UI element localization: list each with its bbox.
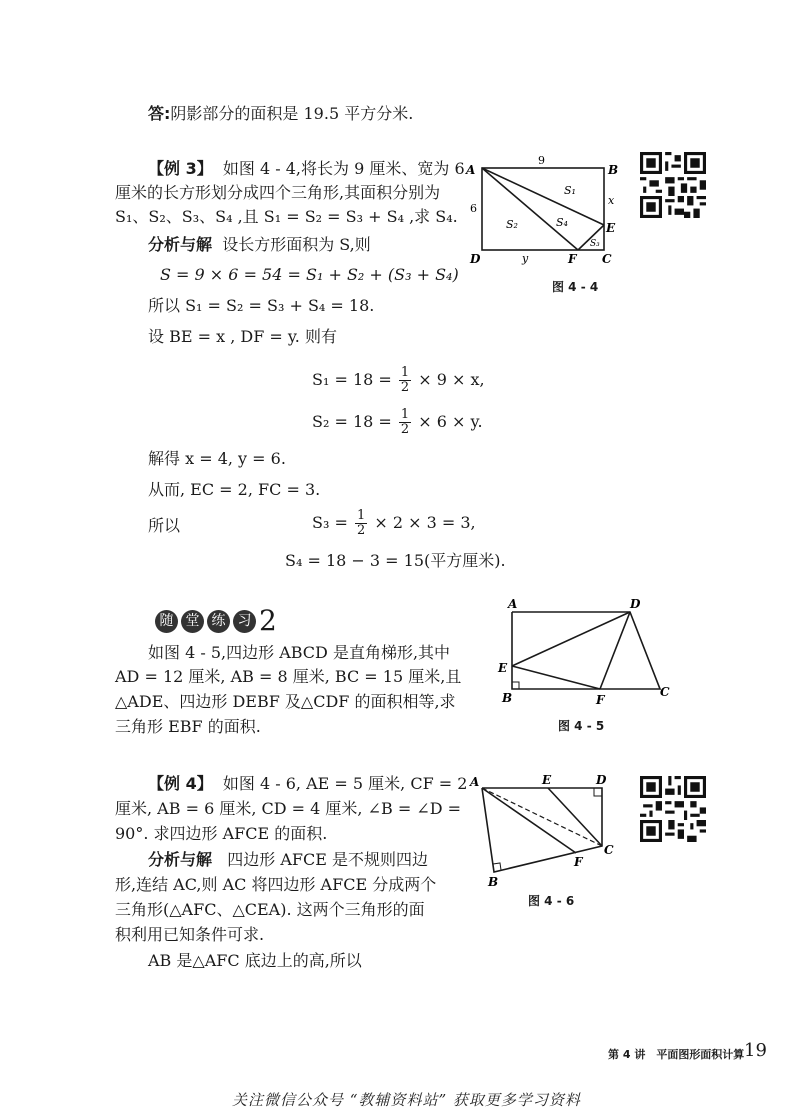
ex4-line7: 积利用已知条件可求. [115,925,265,944]
fig44-caption: 图 4 - 4 [552,280,599,294]
ex3-eq2: 所以 S₁ = S₂ = S₃ + S₄ = 18. [148,296,375,315]
fig46-caption: 图 4 - 6 [528,894,575,908]
fig44-rectangle [482,168,604,250]
ex3-eq8 [312,505,476,541]
ex3-line1 [148,158,465,180]
practice-char-4: 习 [233,610,256,633]
fig46-right-angle-d [594,788,602,796]
fig44-line-ae [482,168,604,225]
fig44-label-s1: S₁ [564,184,576,197]
ex3-analysis-label: 分析与解 [148,235,213,254]
fig44-label-s2: S₂ [506,218,518,231]
fig46-label-a: A [470,775,480,789]
fig46-line-af [482,788,576,853]
fig44-label-b: B [608,163,619,177]
fig45-trapezoid [512,612,660,689]
watermark-text: 关注微信公众号 “教辅资料站” 获取更多学习资料 [232,1091,581,1109]
ex3-eq8-right: × 2 × 3 = 3, [374,513,476,532]
ex3-analysis-text: 设长方形面积为 S,则 [222,235,371,254]
ex4-analysis-label: 分析与解 [148,850,213,869]
ex3-eq5-left: S₂ = 18 = [312,412,392,431]
fig44-label-x: x [608,194,615,207]
frac-den: 2 [400,380,410,395]
ex3-analysis [148,234,371,256]
figure-4-4 [460,150,630,300]
fig44-label-e: E [606,221,616,235]
figure-4-6 [466,770,636,890]
ex4-line1 [148,773,467,795]
ex4-line6: 三角形(△AFC、△CEA). 这两个三角形的面 [115,900,425,919]
fig45-right-angle [512,682,519,689]
fig46-line-ac-dashed [482,788,602,846]
fig45-label-c: C [660,685,670,699]
fig46-label-c: C [604,843,614,857]
fig46-label-f: F [574,855,583,869]
practice-char-2: 堂 [181,610,204,633]
ex3-line3: S₁、S₂、S₃、S₄ ,且 S₁ = S₂ = S₃ + S₄ ,求 S₄. [115,207,458,226]
fig46-line-ec [548,788,602,846]
ex4-text4: 四边形 AFCE 是不规则四边 [227,850,429,869]
fig44-label-d: D [470,252,481,266]
practice-line2: AD = 12 厘米, AB = 8 厘米, BC = 15 厘米,且 [115,667,462,686]
figure-4-5 [490,592,680,712]
fig44-label-a: A [466,163,476,177]
ex3-eq5-right: × 6 × y. [418,412,483,431]
fig44-label-f: F [568,252,577,266]
ex3-eq4 [312,362,485,398]
ex4-line8: AB 是△AFC 底边上的高,所以 [148,951,362,970]
fig44-label-c: C [602,252,612,266]
answer-label: 答: [148,104,171,123]
practice-char-1: 随 [155,610,178,633]
fig44-label-9: 9 [538,154,545,167]
fig45-label-e: E [498,661,508,675]
qr-code-icon [640,776,706,842]
ex4-text1: 如图 4 - 6, AE = 5 厘米, CF = 2 [222,774,468,793]
ex3-eq8-left: S₃ = [312,513,348,532]
practice-number: 2 [259,604,277,637]
fig44-label-s3: S₃ [590,239,600,249]
answer-line [148,103,413,125]
ex3-eq5 [312,404,483,440]
ex4-line3: 90°. 求四边形 AFCE 的面积. [115,824,328,843]
fraction-half [355,509,367,538]
ex3-eq4-left: S₁ = 18 = [312,370,392,389]
ex4-line5: 形,连结 AC,则 AC 将四边形 AFCE 分成两个 [115,875,437,894]
frac-num: 1 [400,407,410,422]
fig45-label-d: D [630,597,641,611]
ex4-label: 【例 4】 [148,774,213,793]
practice-line3: △ADE、四边形 DEBF 及△CDF 的面积相等,求 [115,692,456,711]
practice-heading [155,604,277,637]
fig46-label-b: B [488,875,499,889]
ex3-eq1: S = 9 × 6 = 54 = S₁ + S₂ + (S₃ + S₄) [160,265,459,284]
fig45-caption: 图 4 - 5 [558,719,605,733]
fraction-half [399,408,411,437]
footer-chapter: 第 4 讲 平面图形面积计算 [608,1048,745,1061]
frac-den: 2 [400,422,410,437]
fig44-label-6: 6 [470,202,477,215]
fig46-label-d: D [596,773,607,787]
practice-char-3: 练 [207,610,230,633]
frac-num: 1 [356,508,366,523]
fig45-label-f: F [596,693,605,707]
frac-den: 2 [356,523,366,538]
ex3-eq7: 从而, EC = 2, FC = 3. [148,480,321,499]
fig44-label-s4: S₄ [556,216,568,229]
ex3-text1: 如图 4 - 4,将长为 9 厘米、宽为 6 [222,159,465,178]
ex3-eq6: 解得 x = 4, y = 6. [148,449,286,468]
fraction-half [399,366,411,395]
practice-line4: 三角形 EBF 的面积. [115,717,261,736]
fig45-label-b: B [502,691,513,705]
fig44-line-af [482,168,578,250]
ex4-line4 [148,849,428,871]
ex3-line2: 厘米的长方形划分成四个三角形,其面积分别为 [115,183,441,202]
ex3-eq8-label: 所以 [148,516,181,535]
practice-line1: 如图 4 - 5,四边形 ABCD 是直角梯形,其中 [148,643,451,662]
ex3-eq9: S₄ = 18 − 3 = 15(平方厘米). [285,551,506,570]
fig46-label-e: E [542,773,552,787]
fig45-label-a: A [508,597,518,611]
ex3-eq4-right: × 9 × x, [418,370,485,389]
fig44-label-y: y [522,252,529,265]
ex3-label: 【例 3】 [148,159,213,178]
qr-code-icon [640,152,706,218]
ex3-eq3: 设 BE = x , DF = y. 则有 [148,327,337,346]
frac-num: 1 [400,365,410,380]
answer-text: 阴影部分的面积是 19.5 平方分米. [170,104,414,123]
ex4-line2: 厘米, AB = 6 厘米, CD = 4 厘米, ∠B = ∠D = [115,799,462,818]
fig45-line-ef [512,666,600,689]
page-number: 19 [744,1040,767,1061]
